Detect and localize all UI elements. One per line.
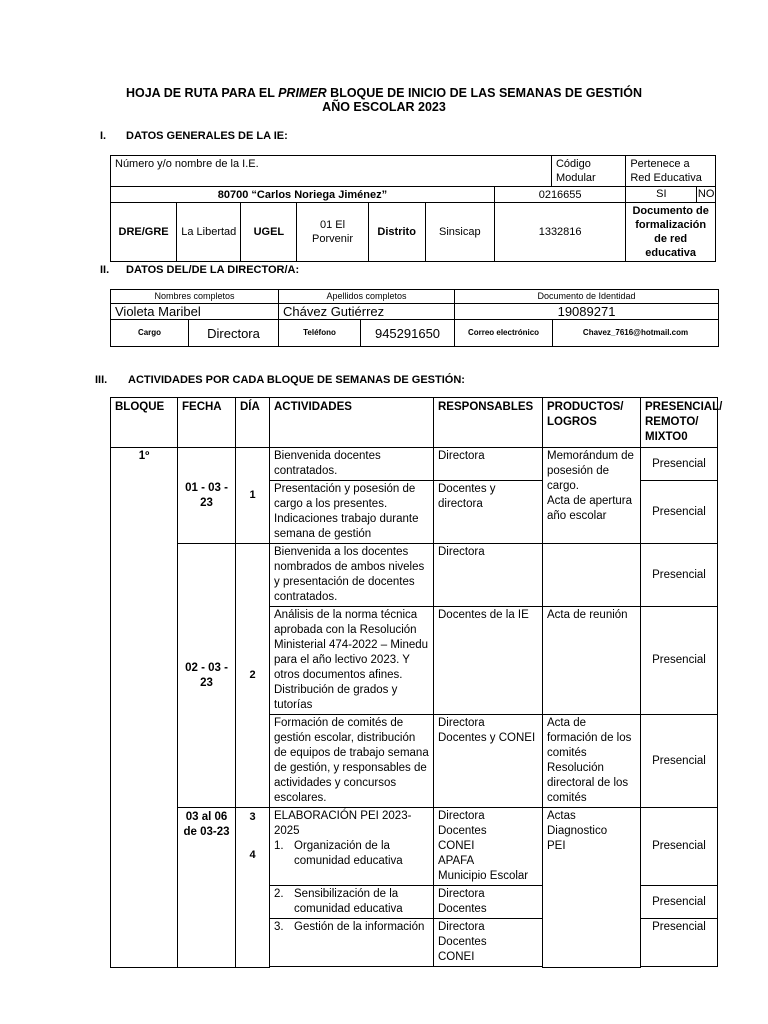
distrito-value: Sinsicap (425, 203, 494, 262)
section-2-heading (100, 264, 299, 276)
header-productos: PRODUCTOS/ LOGROS (543, 398, 641, 448)
activity-cell: Formación de comités de gestión escolar, distribución de equipos de trabajo semana de gestión, y responsables de actividades y concursos escolares. (270, 715, 434, 808)
apellidos-value: Chávez Gutiérrez (279, 304, 455, 320)
correo-value: Chavez_7616@hotmail.com (553, 320, 719, 347)
modality-cell: Presencial (641, 919, 718, 967)
header-bloque: BLOQUE (111, 398, 178, 448)
header-responsables: RESPONSABLES (434, 398, 543, 448)
dia-cell (236, 808, 270, 968)
activities-table (110, 397, 723, 968)
table-header-row (111, 398, 718, 448)
title-emphasis: PRIMER (278, 86, 327, 100)
responsible-cell (434, 886, 543, 919)
responsible-item: Directora (438, 810, 485, 822)
dia-cell: 2 (236, 544, 270, 808)
activity-cell (270, 919, 434, 967)
header-actividades: ACTIVIDADES (270, 398, 434, 448)
dia-cell: 1 (236, 448, 270, 544)
red-si-no (626, 187, 716, 203)
title-text: HOJA DE RUTA PARA EL (125, 86, 279, 100)
list-item (274, 920, 429, 935)
dre-label: DRE/GRE (111, 203, 177, 262)
modality-cell: Presencial (641, 481, 718, 544)
codigo-local-value: 1332816 (494, 203, 625, 262)
modality-cell: Presencial (641, 448, 718, 481)
codigo-modular-label: Código Modular (551, 156, 625, 187)
product-item: Acta de apertura año escolar (547, 495, 633, 522)
title-text-end: BLOQUE DE INICIO DE LAS SEMANAS DE GESTIÓN (326, 86, 643, 100)
product-item: Acta de formación de los comités (547, 717, 632, 759)
fecha-cell: 03 al 06 de 03-23 (178, 808, 236, 968)
activity-cell: Análisis de la norma técnica aprobada con la Resolución Ministerial 474-2022 – Minedu para el año lectivo 2023. Y otros documentos afines. Distribución de grados y tutorías (270, 607, 434, 715)
dia-value: 4 (249, 849, 256, 861)
modality-cell: Presencial (641, 886, 718, 919)
doc-formalizacion-label: Documento de formalización de red educativa (626, 203, 716, 262)
list-text: Organización de la comunidad educativa (294, 840, 403, 867)
product-cell (543, 448, 641, 544)
fecha-cell: 01 - 03 - 23 (178, 448, 236, 544)
correo-label: Correo electrónico (455, 320, 553, 347)
list-number: 2. (274, 888, 284, 900)
bloque-value: 1º (138, 450, 150, 462)
responsible-cell (434, 715, 543, 808)
section-number: I. (100, 130, 107, 142)
section-title: DATOS GENERALES DE LA IE: (126, 130, 288, 142)
section-number: III. (95, 374, 108, 386)
responsible-item: Municipio Escolar (438, 870, 529, 882)
responsible-cell: Directora (434, 448, 543, 481)
list-text: Sensibilización de la comunidad educativa (294, 888, 403, 915)
responsible-cell: Docentes de la IE (434, 607, 543, 715)
responsible-item: CONEI (438, 840, 475, 852)
section-title: DATOS DEL/DE LA DIRECTOR/A: (126, 264, 300, 276)
responsible-item: Directora (438, 888, 485, 900)
modality-cell: Presencial (641, 715, 718, 808)
activity-cell (270, 808, 434, 886)
telefono-value: 945291650 (361, 320, 455, 347)
responsible-cell: Directora (434, 544, 543, 607)
list-number: 3. (274, 921, 284, 933)
codigo-modular-value (494, 187, 625, 203)
product-cell: Acta de reunión (543, 607, 641, 715)
modality-cell: Presencial (641, 808, 718, 886)
product-cell (543, 715, 641, 808)
section-title: ACTIVIDADES POR CADA BLOQUE DE SEMANAS DE GESTIÓN: (128, 374, 465, 386)
section-3-heading (95, 374, 465, 386)
modality-cell: Presencial (641, 607, 718, 715)
product-cell (543, 808, 641, 968)
header-modalidad: PRESENCIAL/ REMOTO/ MIXTO0 (641, 398, 718, 448)
product-item: Resolución directoral de los comités (547, 762, 629, 804)
nombres-value: Violeta Maribel (111, 304, 279, 320)
responsible-item: CONEI (438, 951, 475, 963)
apellidos-label: Apellidos completos (279, 290, 455, 304)
red-si: SI (626, 187, 697, 202)
ugel-label: UGEL (241, 203, 297, 262)
responsible-item: Directora (438, 717, 485, 729)
header-fecha: FECHA (178, 398, 236, 448)
activity-cell (270, 886, 434, 919)
responsible-cell (434, 919, 543, 967)
dre-value: La Libertad (177, 203, 241, 262)
section-number: II. (100, 264, 110, 276)
table-row (111, 544, 718, 607)
ie-name-label: Número y/o nombre de la I.E. (111, 156, 552, 187)
documento-value: 19089271 (455, 304, 719, 320)
red-educativa-label (626, 156, 716, 187)
ie-data-table (110, 155, 716, 262)
fecha-cell: 02 - 03 - 23 (178, 544, 236, 808)
red-educativa-text: Pertenece a Red Educativa (630, 158, 702, 184)
document-title (0, 86, 768, 100)
responsible-item: Docentes (438, 903, 487, 915)
responsible-item: APAFA (438, 855, 475, 867)
list-number: 1. (274, 840, 284, 852)
list-item (274, 839, 429, 869)
responsible-item: Directora (438, 921, 485, 933)
nombres-label: Nombres completos (111, 290, 279, 304)
activity-cell: Bienvenida docentes contratados. (270, 448, 434, 481)
responsible-item: Docentes y CONEI (438, 732, 536, 744)
product-item: Memorándum de posesión de cargo. (547, 450, 634, 492)
table-row (111, 448, 718, 481)
bloque-cell (111, 448, 178, 968)
responsible-item: Docentes (438, 936, 487, 948)
cargo-label: Cargo (111, 320, 189, 347)
distrito-label: Distrito (368, 203, 425, 262)
activity-heading: ELABORACIÓN PEI 2023-2025 (274, 810, 412, 837)
modality-cell: Presencial (641, 544, 718, 607)
list-item (274, 887, 429, 917)
director-table (110, 289, 719, 347)
responsible-cell: Docentes y directora (434, 481, 543, 544)
ie-name-value: 80700 “Carlos Noriega Jiménez” (111, 187, 495, 203)
codigo-value-text: 0216655 (538, 188, 582, 201)
red-no: NO (697, 188, 715, 200)
product-cell (543, 544, 641, 607)
list-text: Gestión de la información (294, 921, 425, 933)
dia-value: 3 (249, 811, 256, 823)
activity-cell: Bienvenida a los docentes nombrados de ambos niveles y presentación de docentes contratados. (270, 544, 434, 607)
telefono-label: Teléfono (279, 320, 361, 347)
ugel-value: 01 El Porvenir (297, 203, 368, 262)
product-item: PEI (547, 840, 566, 852)
activity-cell: Presentación y posesión de cargo a los presentes. Indicaciones trabajo durante semana de gestión (270, 481, 434, 544)
section-1-heading (100, 130, 288, 142)
responsible-cell (434, 808, 543, 886)
cargo-value: Directora (189, 320, 279, 347)
product-item: Diagnostico (547, 825, 608, 837)
header-dia: DÍA (236, 398, 270, 448)
documento-label: Documento de Identidad (455, 290, 719, 304)
table-row (111, 808, 718, 886)
responsible-item: Docentes (438, 825, 487, 837)
product-item: Actas (547, 810, 576, 822)
document-subtitle: AÑO ESCOLAR 2023 (322, 100, 446, 114)
